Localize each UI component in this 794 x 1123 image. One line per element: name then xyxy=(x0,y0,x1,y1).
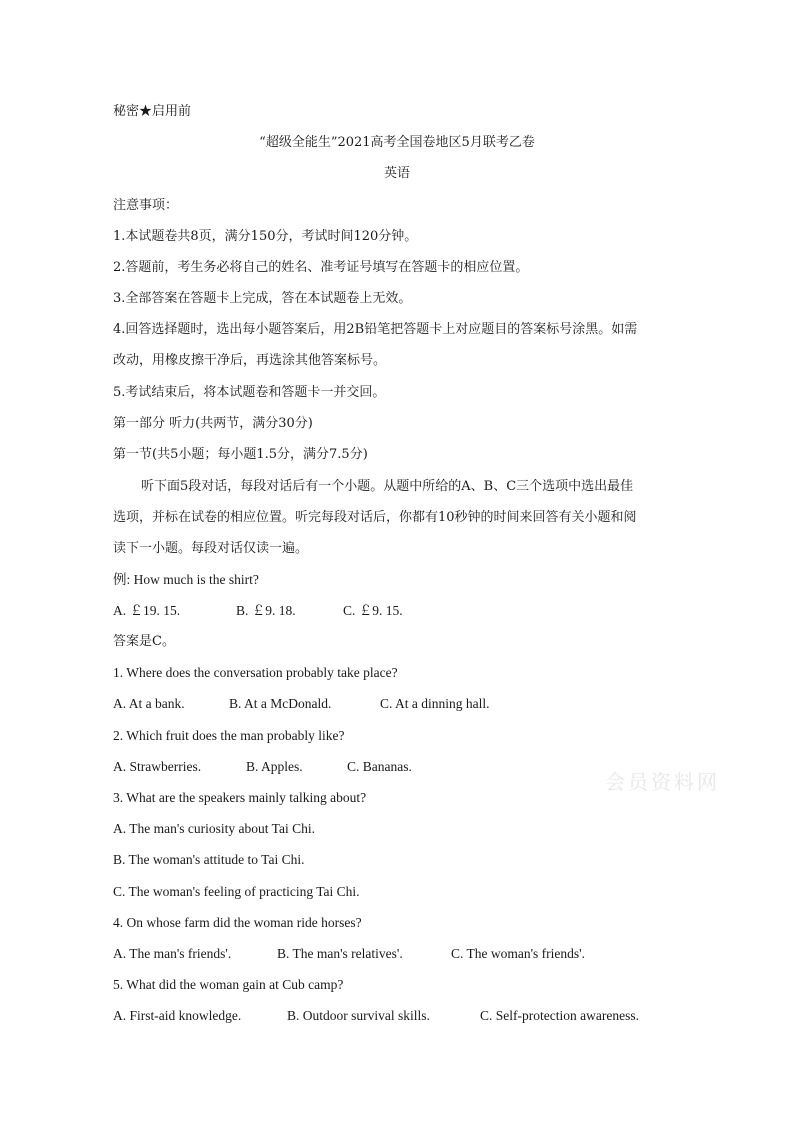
q2-option-a: A. Strawberries. xyxy=(113,759,202,774)
example-option-c: C. ￡9. 15. xyxy=(343,603,403,618)
note-item: 5.考试结束后，将本试题卷和答题卡一并交回。 xyxy=(113,385,386,400)
instruction-line: 选项，并标在试卷的相应位置。听完每段对话后，你都有10秒钟的时间来回答有关小题和阅 xyxy=(113,510,637,525)
q3-option-b: B. The woman's attitude to Tai Chi. xyxy=(113,852,305,867)
q2-option-b: B. Apples. xyxy=(246,759,303,774)
q2-option-c: C. Bananas. xyxy=(347,759,412,774)
question-5: 5. What did the woman gain at Cub camp? xyxy=(113,977,344,992)
q4-option-a: A. The man's friends'. xyxy=(113,946,232,961)
question-1: 1. Where does the conversation probably take place? xyxy=(113,665,398,680)
question-4: 4. On whose farm did the woman ride horses? xyxy=(113,915,362,930)
note-item: 2.答题前，考生务必将自己的姓名、准考证号填写在答题卡的相应位置。 xyxy=(113,260,529,275)
part1-heading: 第一部分 听力(共两节，满分30分) xyxy=(113,416,313,431)
subject-title: 英语 xyxy=(383,166,410,181)
q1-option-b: B. At a McDonald. xyxy=(229,696,332,711)
question-3: 3. What are the speakers mainly talking about? xyxy=(113,790,367,805)
q3-option-c: C. The woman's feeling of practicing Tai Chi. xyxy=(113,884,360,899)
example-option-a: A. ￡19. 15. xyxy=(113,603,181,618)
note-item: 1.本试题卷共8页，满分150分，考试时间120分钟。 xyxy=(113,229,418,244)
note-item: 改动，用橡皮擦干净后，再选涂其他答案标号。 xyxy=(113,353,387,368)
example-answer: 答案是C。 xyxy=(113,634,175,649)
secret-label: 秘密★启用前 xyxy=(113,104,192,119)
example-option-b: B. ￡9. 18. xyxy=(236,603,296,618)
q3-option-a: A. The man's curiosity about Tai Chi. xyxy=(113,821,315,836)
note-item: 3.全部答案在答题卡上完成，答在本试题卷上无效。 xyxy=(113,291,412,306)
question-2: 2. Which fruit does the man probably like? xyxy=(113,728,345,743)
q4-option-c: C. The woman's friends'. xyxy=(451,946,585,961)
instruction-line: 听下面5段对话，每段对话后有一个小题。从题中所给的A、B、C三个选项中选出最佳 xyxy=(141,479,634,494)
exam-title: “超级全能生”2021高考全国卷地区5月联考乙卷 xyxy=(259,135,535,150)
instruction-line: 读下一小题。每段对话仅读一遍。 xyxy=(113,541,309,556)
watermark: 会员资料网 xyxy=(605,770,720,794)
q1-option-c: C. At a dinning hall. xyxy=(380,696,490,711)
section1-heading: 第一节(共5小题；每小题1.5分，满分7.5分) xyxy=(113,447,368,462)
q5-option-c: C. Self-protection awareness. xyxy=(480,1008,639,1023)
q4-option-b: B. The man's relatives'. xyxy=(277,946,403,961)
q5-option-b: B. Outdoor survival skills. xyxy=(287,1008,430,1023)
example-question: 例: How much is the shirt? xyxy=(113,572,259,587)
notes-heading: 注意事项： xyxy=(113,198,179,213)
note-item: 4.回答选择题时，选出每小题答案后，用2B铅笔把答题卡上对应题目的答案标号涂黑。如需 xyxy=(113,322,638,337)
q1-option-a: A. At a bank. xyxy=(113,696,185,711)
q5-option-a: A. First-aid knowledge. xyxy=(113,1008,242,1023)
